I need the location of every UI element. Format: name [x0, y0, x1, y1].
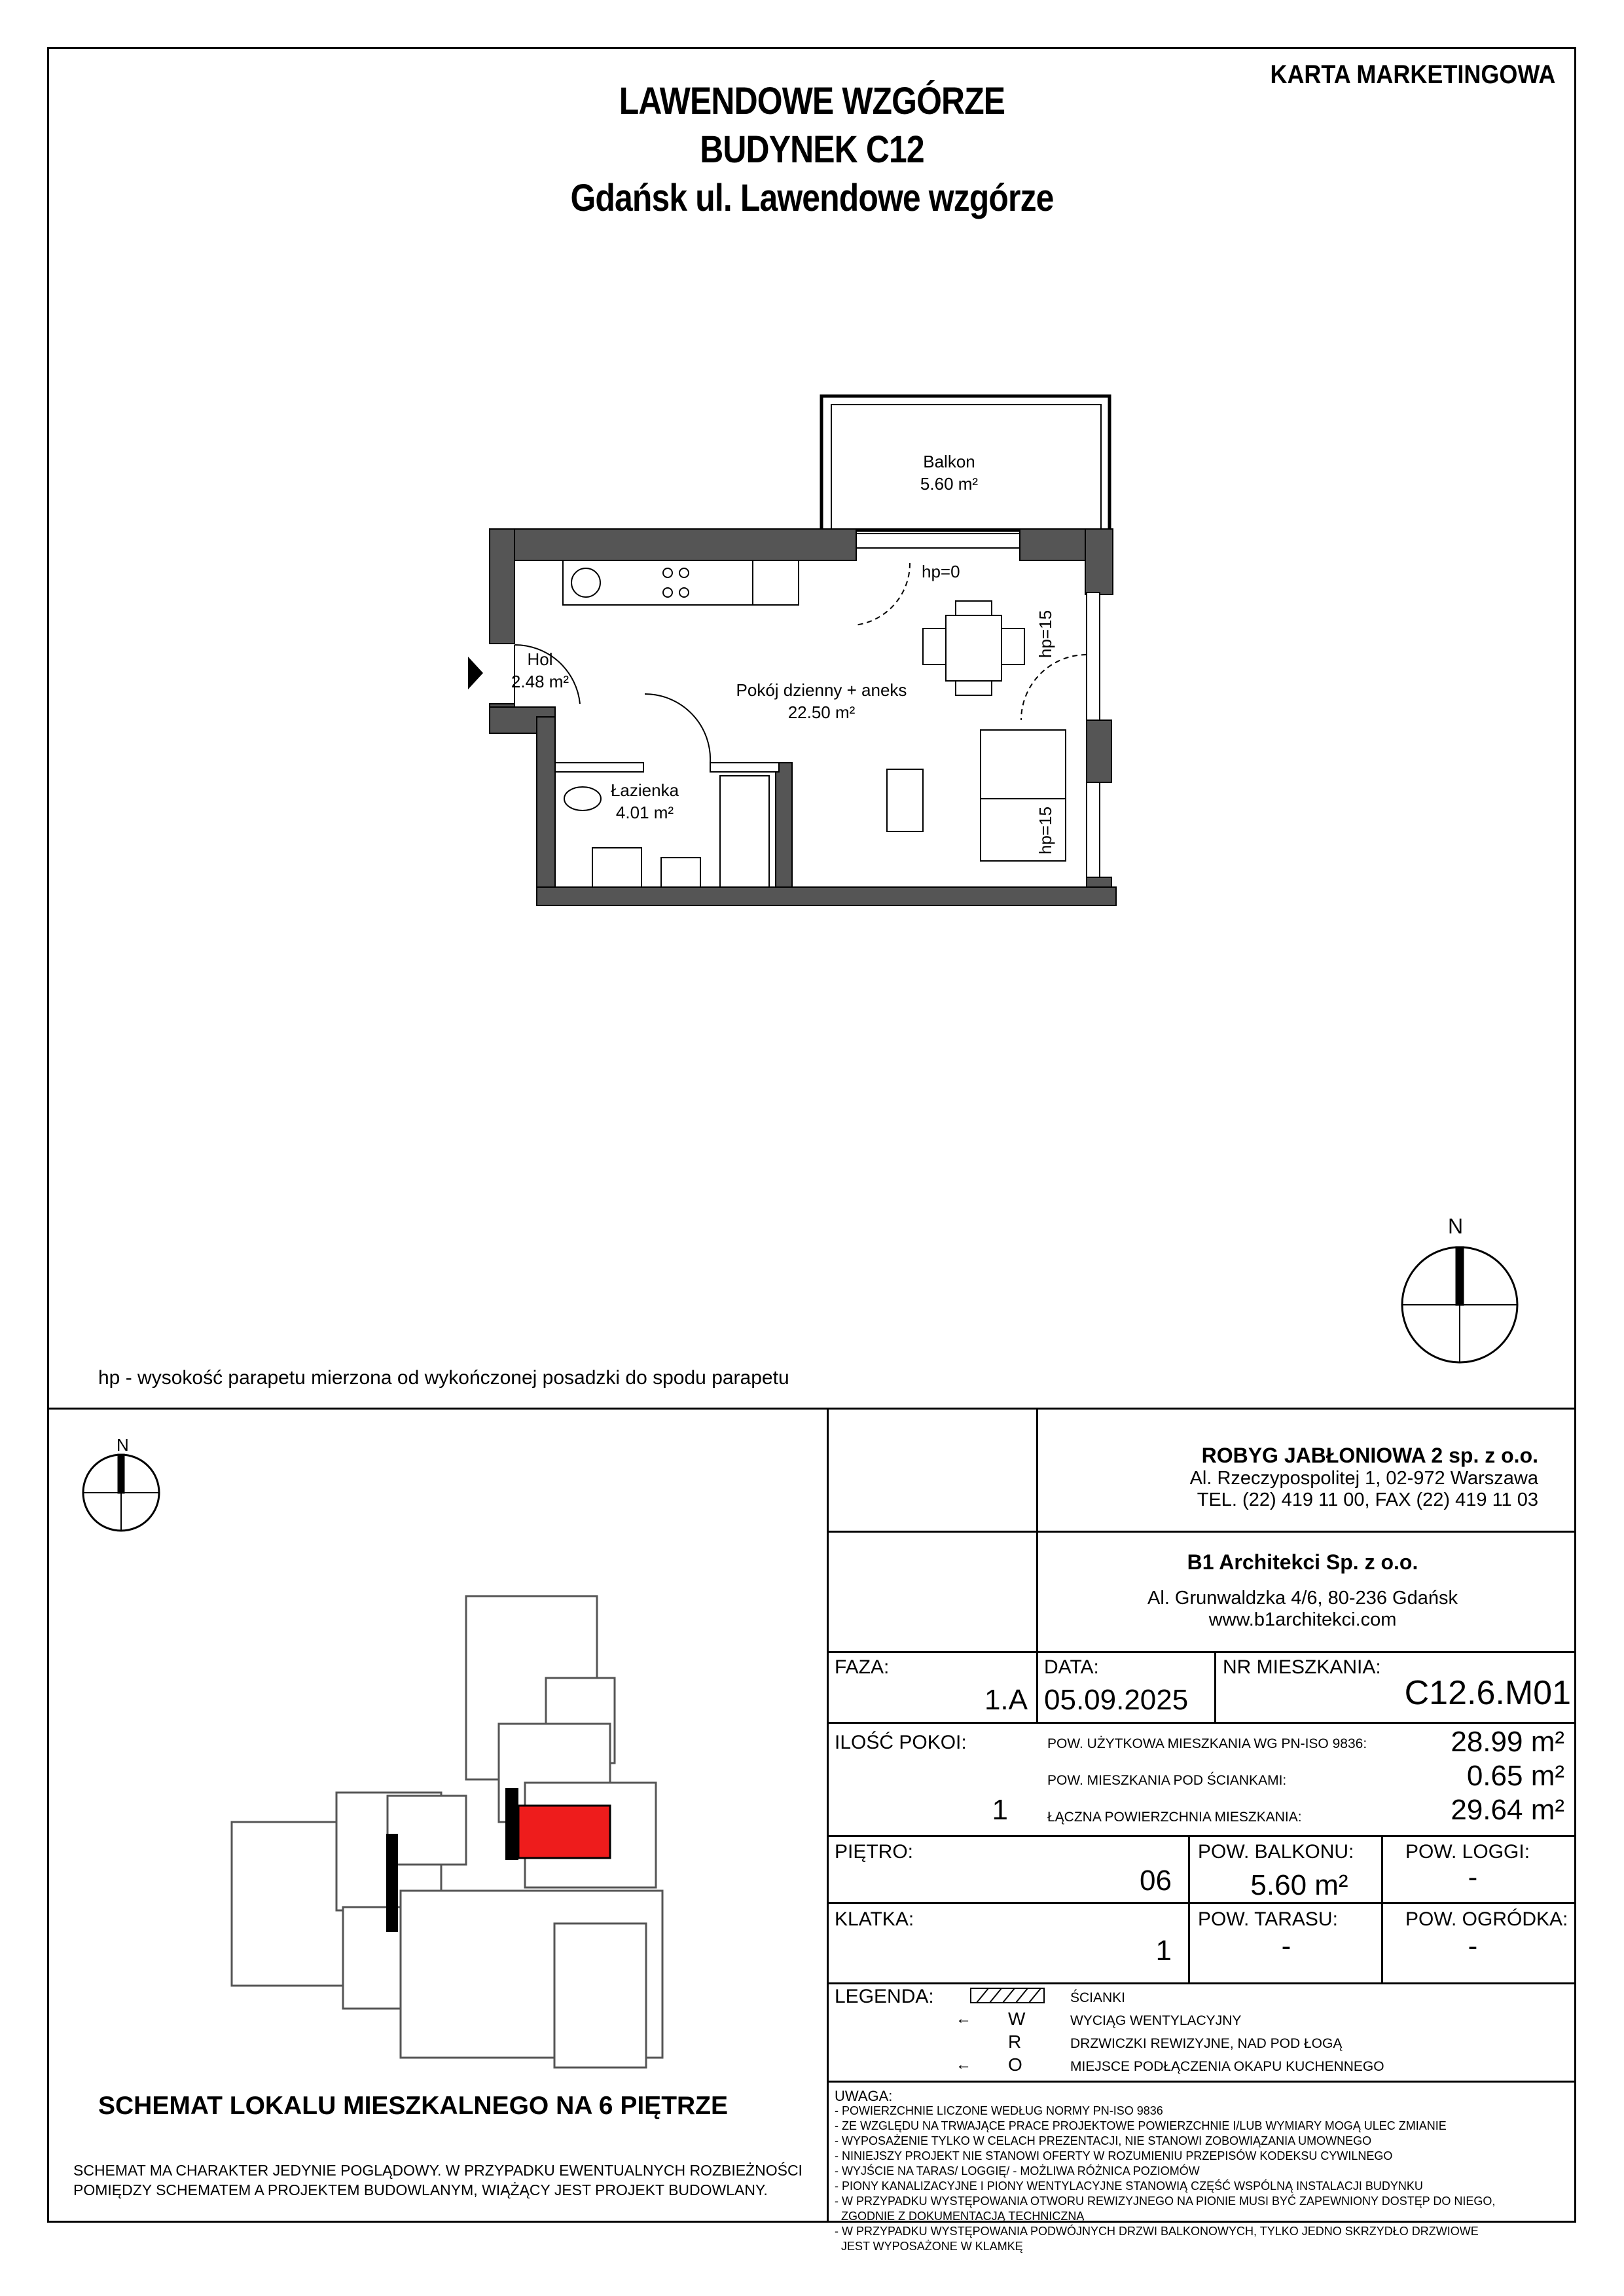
disclaimer-line: SCHEMAT MA CHARAKTER JEDYNIE POGLĄDOWY. W PRZYPADKU EWENTUALNYCH ROZBIEŻNOŚCI — [73, 2162, 803, 2179]
date-value: 05.09.2025 — [1044, 1684, 1189, 1716]
room-label-balcony — [884, 450, 1015, 495]
developer-name: ROBYG JABŁONIOWA 2 sp. z o.o. — [1201, 1444, 1538, 1467]
architect-web: www.b1architekci.com — [1208, 1609, 1397, 1630]
dining-table — [923, 601, 1024, 695]
remark-line: ZGODNIE Z DOKUMENTACJĄ TECHNICZNĄ — [835, 2210, 1085, 2223]
loggia-area-label: POW. LOGGI: — [1405, 1841, 1530, 1863]
remarks-block — [835, 2088, 1571, 2254]
schema-title: SCHEMAT LOKALU MIESZKALNEGO NA 6 PIĘTRZE — [98, 2092, 729, 2120]
north-arrow-icon — [1402, 1247, 1517, 1362]
staircase-value: 1 — [1155, 1935, 1172, 1967]
developer-address: Al. Rzeczypospolitej 1, 02-972 Warszawa — [1189, 1468, 1538, 1489]
schema-north-label: N — [117, 1435, 129, 1455]
room-label-living — [733, 679, 910, 723]
project-name: LAWENDOWE WZGÓRZE — [619, 80, 1005, 122]
balcony-area-value: 5.60 m² — [1250, 1869, 1348, 1901]
schema-disclaimer — [73, 2160, 803, 2200]
apartment-number-value: C12.6.M01 — [1404, 1674, 1571, 1712]
legend-item: DRZWICZKI REWIZYJNE, NAD POD ŁOGĄ — [1070, 2036, 1343, 2051]
legend-item: MIEJSCE PODŁĄCZENIA OKAPU KUCHENNEGO — [1070, 2059, 1384, 2074]
architect-name: B1 Architekci Sp. z o.o. — [1187, 1550, 1418, 1574]
usable-area-value: 28.99 m² — [1451, 1726, 1564, 1758]
garden-area-value: - — [1468, 1930, 1478, 1962]
divider — [827, 1982, 1576, 1984]
building-name: BUDYNEK C12 — [700, 128, 924, 171]
terrace-area-label: POW. TARASU: — [1198, 1908, 1338, 1930]
room-name: Balkon — [923, 452, 975, 471]
room-label-hall — [504, 648, 576, 693]
room-name: Pokój dzienny + aneks — [736, 680, 907, 700]
project-address: Gdańsk ul. Lawendowe wzgórze — [570, 177, 1054, 219]
north-label: N — [1448, 1214, 1464, 1238]
divider — [827, 2081, 1576, 2083]
remark-line: - ZE WZGLĘDU NA TRWAJĄCE PRACE PROJEKTOWE POWIERZCHNIE I/LUB WYMIARY MOGĄ ULEC ZMIANIE — [835, 2119, 1447, 2132]
divider — [827, 1531, 1576, 1533]
developer-block — [1041, 1444, 1538, 1511]
legend-item: WYCIĄG WENTYLACYJNY — [1070, 2013, 1242, 2028]
loggia-area-value: - — [1468, 1861, 1478, 1893]
room-area: 22.50 m² — [787, 702, 856, 722]
sill-height-door: hp=0 — [922, 562, 960, 581]
date-label: DATA: — [1044, 1656, 1099, 1678]
remark-line: - NINIEJSZY PROJEKT NIE STANOWI OFERTY W ROZUMIENIU PRZEPISÓW KODEKSU CYWILNEGO — [835, 2149, 1393, 2162]
divider — [1381, 1835, 1383, 1982]
divider — [827, 1651, 1576, 1653]
divider — [827, 1408, 829, 2223]
floor-label: PIĘTRO: — [835, 1841, 914, 1863]
arrow-left-icon: ← — [956, 2056, 971, 2073]
sill-note: hp - wysokość parapetu mierzona od wykończonej posadzki do spodu parapetu — [98, 1367, 789, 1389]
room-area: 4.01 m² — [615, 803, 674, 822]
staircase-label: KLATKA: — [835, 1908, 914, 1930]
divider — [827, 1722, 1576, 1724]
phase-value: 1.A — [984, 1684, 1028, 1716]
remarks-label: UWAGA: — [835, 2088, 893, 2104]
room-label-bathroom — [596, 779, 694, 824]
hatch-swatch-icon — [970, 1988, 1045, 2005]
garden-area-label: POW. OGRÓDKA: — [1405, 1908, 1568, 1930]
room-area: 5.60 m² — [920, 474, 979, 494]
total-area-label: ŁĄCZNA POWIERZCHNIA MIESZKANIA: — [1047, 1810, 1302, 1825]
remark-line: JEST WYPOSAŻONE W KLAMKĘ — [835, 2240, 1023, 2253]
apartment-number-label: NR MIESZKANIA: — [1223, 1656, 1381, 1678]
apartment-highlight — [518, 1806, 610, 1858]
remark-line: - PIONY KANALIZACYJNE I PIONY WENTYLACYJNE STANOWIĄ CZĘŚĆ WSPÓLNĄ INSTALACJI BUDYNKU — [835, 2179, 1423, 2193]
remark-line: - W PRZYPADKU WYSTĘPOWANIA PODWÓJNYCH DRZWI BALKONOWYCH, TYLKO JEDNO SKRZYDŁO DRZWIOWE — [835, 2225, 1479, 2238]
divider — [1036, 1408, 1038, 1722]
floor-value: 06 — [1140, 1865, 1172, 1897]
remark-line: - WYJŚCIE NA TARAS/ LOGGIĘ/ - MOŻLIWA RÓŻNICA POZIOMÓW — [835, 2164, 1200, 2178]
disclaimer-line: POMIĘDZY SCHEMATEM A PROJEKTEM BUDOWLANYM, WIĄŻĄCY JEST PROJEKT BUDOWLANY. — [73, 2181, 768, 2198]
divider — [1188, 1835, 1190, 1982]
divider — [827, 1835, 1576, 1837]
room-name: Hol — [527, 649, 553, 669]
remark-line: - POWIERZCHNIE LICZONE WEDŁUG NORMY PN-ISO 9836 — [835, 2104, 1163, 2117]
kitchen-counter — [563, 560, 799, 605]
marketing-card-tag: KARTA MARKETINGOWA — [1270, 60, 1555, 89]
terrace-area-value: - — [1281, 1930, 1291, 1962]
entrance-arrow-icon — [468, 657, 483, 689]
architect-address: Al. Grunwaldzka 4/6, 80-236 Gdańsk — [1147, 1588, 1458, 1609]
sill-height-window-1: hp=15 — [1036, 610, 1055, 658]
remark-line: - WYPOSAŻENIE TYLKO W CELACH PREZENTACJI, NIE STANOWI ZOBOWIĄZANIA UMOWNEGO — [835, 2134, 1372, 2147]
north-arrow-icon — [83, 1455, 159, 1531]
partition-walls — [555, 763, 779, 772]
room-name: Łazienka — [610, 780, 679, 800]
phase-label: FAZA: — [835, 1656, 890, 1678]
remark-line: - W PRZYPADKU WYSTĘPOWANIA OTWORU REWIZYJNEGO NA PIONIE MUSI BYĆ ZAPEWNIONY DOSTĘP DO NIEGO, — [835, 2195, 1496, 2208]
arrow-left-icon: ← — [956, 2010, 971, 2028]
legend-symbol: R — [1008, 2032, 1022, 2052]
under-walls-area-label: POW. MIESZKANIA POD ŚCIANKAMI: — [1047, 1773, 1287, 1788]
legend-item: ŚCIANKI — [1070, 1990, 1126, 2005]
sill-height-window-2: hp=15 — [1036, 806, 1055, 854]
developer-phone: TEL. (22) 419 11 00, FAX (22) 419 11 03 — [1197, 1489, 1538, 1510]
divider — [1214, 1651, 1216, 1722]
total-area-value: 29.64 m² — [1451, 1794, 1564, 1826]
usable-area-label: POW. UŻYTKOWA MIESZKANIA WG PN-ISO 9836: — [1047, 1736, 1367, 1751]
architect-block — [1041, 1550, 1564, 1631]
legend-symbol: O — [1008, 2054, 1022, 2075]
legend-symbol: W — [1008, 2009, 1026, 2029]
rooms-value: 1 — [992, 1794, 1008, 1826]
divider — [827, 1902, 1576, 1904]
under-walls-area-value: 0.65 m² — [1466, 1760, 1564, 1792]
legend-label: LEGENDA: — [835, 1986, 934, 2007]
balcony-area-label: POW. BALKONU: — [1198, 1841, 1354, 1863]
rooms-label: ILOŚĆ POKOI: — [835, 1732, 967, 1753]
room-area: 2.48 m² — [511, 672, 569, 691]
